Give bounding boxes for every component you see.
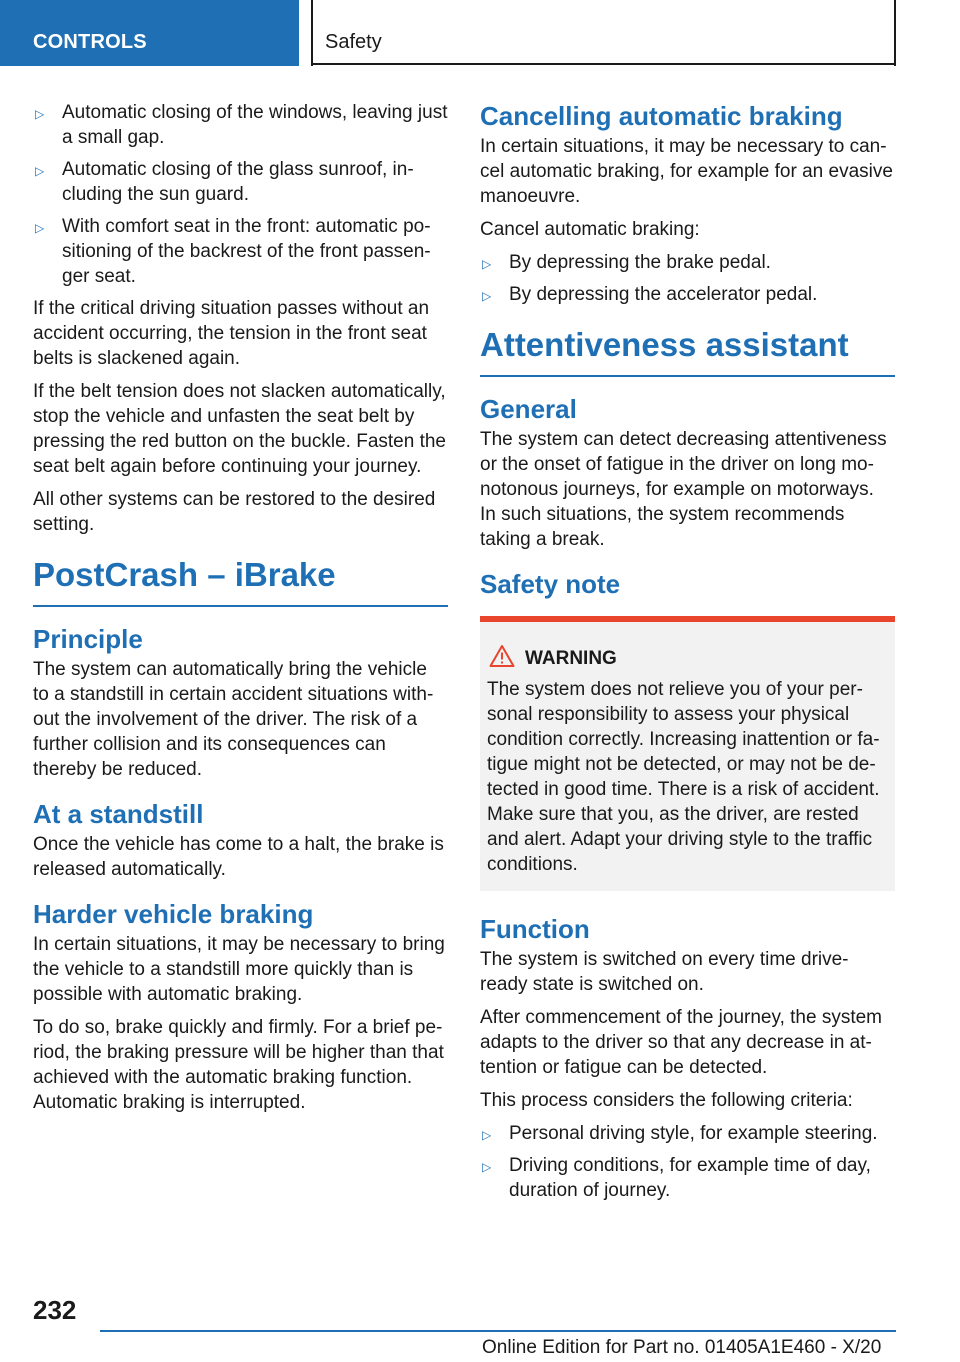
paragraph: After commencement of the journey, the system adapts to the driver so that any decrease in attention or fatigue can be detected.: [480, 1007, 882, 1078]
warning-title: WARNING: [487, 646, 887, 671]
subheading-safety-note: Safety note: [480, 569, 621, 599]
header-divider: [311, 0, 313, 66]
warning-text: The system does not relieve you of your personal responsibility to assess your physical condition correctly. Increasing inattention or fatigue might not be detected, or may not be detected in good time. There is a risk of accident. Make sure that you, as the driver, are rested and alert. Adapt your driving style to the traffic conditions.: [487, 679, 880, 875]
paragraph: Cancel automatic braking:: [480, 219, 700, 240]
header-end-divider: [894, 0, 896, 66]
bullet-triangle-icon: [35, 102, 44, 127]
paragraph: If the critical driving situation passes without an accident occurring, the tension in the front seat belts is slackened again.: [33, 298, 430, 369]
section-tab: CONTROLS: [0, 0, 299, 66]
paragraph: All other systems can be restored to the desired setting.: [33, 489, 436, 535]
paragraph: In certain situations, it may be necessary to bring the vehicle to a standstill more quickly than is possible with automatic braking.: [33, 934, 445, 1005]
paragraph: The system can automatically bring the vehicle to a standstill in certain accident situations without the involvement of the driver. The risk of a further collision and its consequences can thereby be reduced.: [33, 659, 434, 780]
bullet-triangle-icon: [482, 1155, 491, 1180]
footer-rule: [100, 1330, 896, 1332]
warning-triangle-icon: [489, 644, 515, 668]
paragraph: The system is switched on every time drive-ready state is switched on.: [480, 949, 849, 995]
left-column: [33, 100, 448, 1123]
page-header: [0, 0, 960, 66]
list-item: ▷ With comfort seat in the front: automatic positioning of the backrest of the front passenger seat.: [33, 214, 448, 289]
subheading-principle: Principle: [33, 624, 143, 654]
list-item: ▷ Personal driving style, for example steering.: [480, 1121, 895, 1146]
subheading-function: Function: [480, 914, 590, 944]
cancel-methods-list: [480, 250, 895, 307]
warning-box: [480, 616, 895, 891]
page-number: 232: [33, 1295, 77, 1325]
bullet-triangle-icon: [482, 1123, 491, 1148]
bullet-triangle-icon: [35, 216, 44, 241]
list-item: ▷ By depressing the accelerator pedal.: [480, 282, 895, 307]
paragraph: Once the vehicle has come to a halt, the brake is released automatically.: [33, 834, 444, 880]
subheading-cancel-braking: Cancelling automatic braking: [480, 101, 843, 131]
header-rule: [311, 63, 896, 65]
subheading-harder-braking: Harder vehicle braking: [33, 899, 314, 929]
edition-footer: Online Edition for Part no. 01405A1E460 - X/20: [482, 1337, 882, 1358]
section-heading-postcrash: PostCrash – iBrake: [33, 555, 448, 607]
right-column: [480, 100, 895, 1210]
subheading-general: General: [480, 394, 577, 424]
paragraph: In certain situations, it may be necessary to cancel automatic braking, for example for an evasive manoeuvre.: [480, 136, 893, 207]
bullet-triangle-icon: [482, 284, 491, 309]
chapter-title: Safety: [325, 31, 382, 53]
paragraph: This process considers the following criteria:: [480, 1090, 853, 1111]
list-item: ▷ Automatic closing of the windows, leaving just a small gap.: [33, 100, 448, 150]
bullet-triangle-icon: [35, 159, 44, 184]
subheading-standstill: At a standstill: [33, 799, 204, 829]
bullet-triangle-icon: [482, 252, 491, 277]
list-item: ▷ By depressing the brake pedal.: [480, 250, 895, 275]
seat-actions-list: [33, 100, 448, 289]
criteria-list: [480, 1121, 895, 1203]
section-heading-attentiveness: Attentiveness assistant: [480, 325, 895, 377]
paragraph: The system can detect decreasing attentiveness or the onset of fatigue in the driver on long monotonous journeys, for example on motorways. In such situations, the system recommends taking a break.: [480, 429, 887, 550]
paragraph: To do so, brake quickly and firmly. For a brief period, the braking pressure will be higher than that achieved with the automatic braking function. Automatic braking is interrupted.: [33, 1017, 444, 1113]
paragraph: If the belt tension does not slacken automatically, stop the vehicle and unfasten the seat belt by pressing the red button on the buckle. Fasten the seat belt again before continuing your journey.: [33, 381, 446, 477]
list-item: ▷ Driving conditions, for example time of day, duration of journey.: [480, 1153, 895, 1203]
list-item: ▷ Automatic closing of the glass sunroof, including the sun guard.: [33, 157, 448, 207]
